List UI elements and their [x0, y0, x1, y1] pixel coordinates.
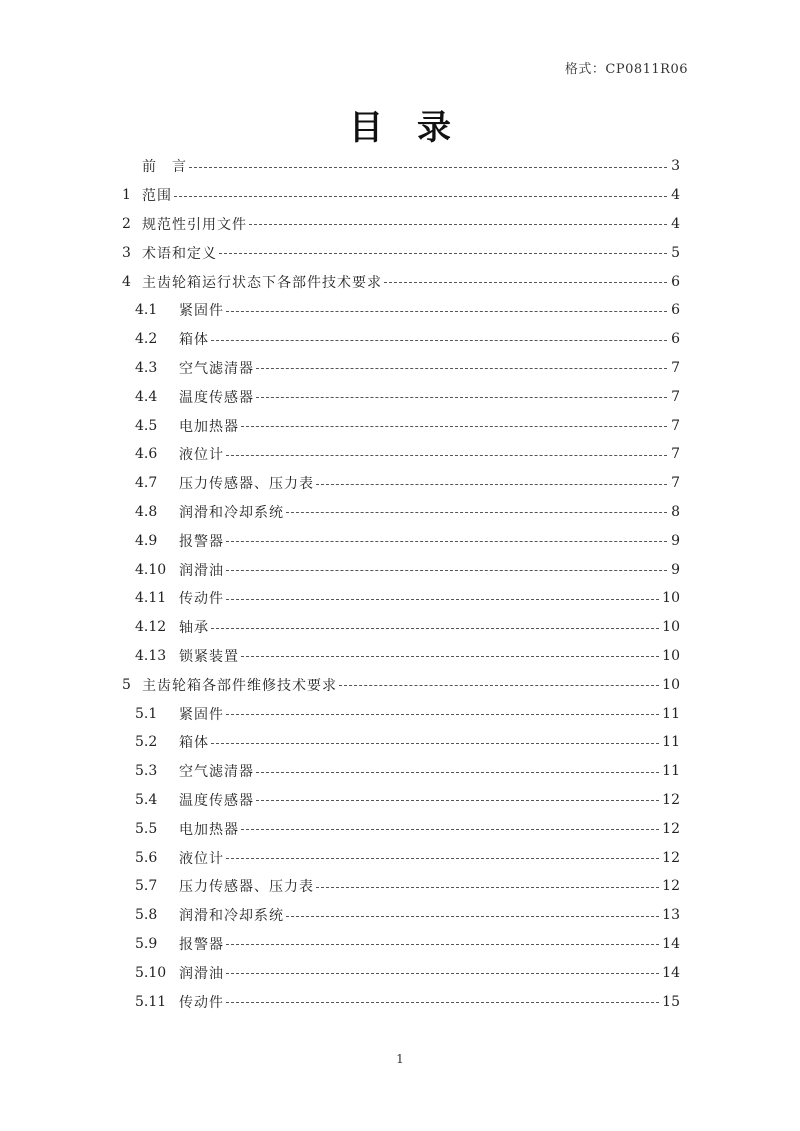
toc-entry-page: 6: [671, 331, 680, 348]
toc-entry[interactable]: [122, 786, 680, 815]
toc-entry-page: 8: [671, 503, 680, 520]
toc-leader-line: [339, 685, 659, 686]
toc-leader-line: [286, 916, 659, 917]
toc-entry-label: 报警器: [179, 936, 224, 953]
toc-entry-number: 4.9: [135, 532, 158, 549]
toc-entry-page: 7: [671, 417, 680, 434]
toc-entry-number: 4: [122, 273, 131, 290]
toc-entry-page: 12: [662, 878, 680, 895]
toc-entry-number: 5.5: [135, 820, 158, 837]
toc-leader-line: [226, 599, 659, 600]
toc-entry[interactable]: [122, 901, 680, 930]
toc-entry-label: 箱体: [179, 735, 209, 752]
toc-leader-line: [226, 858, 659, 859]
toc-entry-number: 4.13: [135, 647, 167, 664]
format-code: 格式：CP0811R06: [564, 62, 688, 77]
toc-entry-label: 报警器: [179, 533, 224, 550]
toc-entry-page: 7: [671, 475, 680, 492]
toc-leader-line: [316, 484, 667, 485]
toc-entry-page: 3: [671, 158, 680, 175]
toc-entry-label: 主齿轮箱运行状态下各部件技术要求: [142, 274, 382, 291]
toc-entry-number: 5.9: [135, 935, 158, 952]
toc-leader-line: [211, 743, 659, 744]
toc-leader-line: [174, 196, 667, 197]
toc-entry-page: 7: [671, 388, 680, 405]
toc-leader-line: [226, 311, 667, 312]
toc-entry-label: 箱体: [179, 332, 209, 349]
toc-entry[interactable]: [122, 411, 680, 440]
toc-entry-page: 11: [662, 705, 680, 722]
toc-entry-page: 10: [662, 590, 680, 607]
toc-entry-label: 术语和定义: [142, 245, 217, 262]
toc-leader-line: [226, 1002, 659, 1003]
toc-entry-label: 规范性引用文件: [142, 216, 247, 233]
page-title: 目录: [349, 108, 485, 148]
toc-entry-number: 1: [122, 187, 131, 204]
toc-leader-line: [256, 397, 667, 398]
toc-leader-line: [211, 340, 667, 341]
toc-entry[interactable]: [122, 555, 680, 584]
toc-entry-label: 润滑油: [179, 965, 224, 982]
toc-entry-page: 15: [662, 993, 680, 1010]
toc-entry-label: 液位计: [179, 850, 224, 867]
toc-entry[interactable]: [122, 584, 680, 613]
toc-entry-label: 空气滤清器: [179, 764, 254, 781]
toc-entry-label: 温度传感器: [179, 389, 254, 406]
toc-leader-line: [226, 973, 659, 974]
toc-entry[interactable]: [122, 987, 680, 1016]
toc-entry-label: 紧固件: [179, 706, 224, 723]
toc-leader-line: [226, 714, 659, 715]
toc-entry-page: 10: [662, 676, 680, 693]
toc-leader-line: [241, 829, 659, 830]
toc-leader-line: [226, 455, 667, 456]
toc-leader-line: [219, 253, 667, 254]
toc-entry-number: 5.4: [135, 791, 158, 808]
page-number: 1: [396, 1052, 404, 1066]
toc-entry-label: 范围: [142, 188, 172, 205]
toc-entry[interactable]: [122, 469, 680, 498]
toc-entry-page: 9: [671, 561, 680, 578]
toc-entry-page: 4: [671, 215, 680, 232]
toc-leader-line: [316, 887, 659, 888]
toc-entry-page: 7: [671, 446, 680, 463]
toc-entry-label: 轴承: [179, 620, 209, 637]
toc-leader-line: [211, 628, 659, 629]
toc-entry-label: 前 言: [142, 159, 187, 176]
toc-entry-page: 6: [671, 273, 680, 290]
toc-entry-number: 2: [122, 215, 131, 232]
toc-entry-page: 14: [662, 935, 680, 952]
toc-entry-page: 6: [671, 302, 680, 319]
toc-entry-number: 5.8: [135, 907, 158, 924]
toc-entry-label: 空气滤清器: [179, 360, 254, 377]
toc-leader-line: [226, 570, 667, 571]
toc-entry[interactable]: [122, 613, 680, 642]
toc-entry[interactable]: [122, 757, 680, 786]
toc-entry-number: 5.6: [135, 849, 158, 866]
toc-entry-page: 7: [671, 359, 680, 376]
toc-entry-number: 5.3: [135, 763, 158, 780]
toc-entry-label: 润滑和冷却系统: [179, 908, 284, 925]
toc-entry-number: 5.2: [135, 734, 158, 751]
toc-entry-number: 5: [122, 676, 131, 693]
toc-entry-number: 5.11: [135, 993, 167, 1010]
toc-leader-line: [189, 167, 667, 168]
toc-entry-number: 4.5: [135, 417, 158, 434]
toc-leader-line: [249, 224, 667, 225]
toc-entry[interactable]: [122, 354, 680, 383]
toc-entry[interactable]: [122, 814, 680, 843]
toc-entry-page: 13: [662, 907, 680, 924]
toc-entry-page: 11: [662, 763, 680, 780]
toc-entry-label: 压力传感器、压力表: [179, 879, 314, 896]
toc-entry-label: 主齿轮箱各部件维修技术要求: [142, 677, 337, 694]
toc-entry[interactable]: [122, 296, 680, 325]
toc-leader-line: [286, 512, 667, 513]
toc-entry-number: 4.6: [135, 446, 158, 463]
toc-entry[interactable]: [122, 440, 680, 469]
toc-entry[interactable]: [122, 699, 680, 728]
toc-entry-page: 12: [662, 849, 680, 866]
toc-entry-page: 4: [671, 187, 680, 204]
toc-entry-number: 4.4: [135, 388, 158, 405]
toc-entry-number: 5.10: [135, 964, 167, 981]
toc-entry[interactable]: [122, 642, 680, 671]
toc-entry-label: 锁紧装置: [179, 648, 239, 665]
toc-entry[interactable]: [122, 930, 680, 959]
toc-entry[interactable]: [122, 728, 680, 757]
toc-entry-page: 12: [662, 820, 680, 837]
toc-entry[interactable]: [122, 872, 680, 901]
toc-entry-page: 10: [662, 619, 680, 636]
toc-entry-label: 温度传感器: [179, 792, 254, 809]
table-of-contents: [122, 152, 680, 1016]
toc-leader-line: [384, 282, 667, 283]
toc-leader-line: [256, 368, 667, 369]
toc-entry[interactable]: [122, 152, 680, 181]
toc-leader-line: [226, 944, 659, 945]
toc-entry[interactable]: [122, 526, 680, 555]
toc-entry-number: 4.12: [135, 619, 167, 636]
toc-entry-label: 润滑油: [179, 562, 224, 579]
toc-entry-number: 4.10: [135, 561, 167, 578]
toc-leader-line: [256, 800, 659, 801]
toc-entry[interactable]: [122, 498, 680, 527]
toc-entry-label: 压力传感器、压力表: [179, 476, 314, 493]
toc-entry-number: 5.1: [135, 705, 158, 722]
toc-entry-page: 5: [671, 244, 680, 261]
toc-entry-label: 电加热器: [179, 418, 239, 435]
toc-leader-line: [241, 656, 659, 657]
toc-entry[interactable]: [122, 238, 680, 267]
toc-entry-label: 液位计: [179, 447, 224, 464]
toc-entry-number: 4.1: [135, 302, 158, 319]
toc-entry-label: 电加热器: [179, 821, 239, 838]
toc-entry[interactable]: [122, 958, 680, 987]
toc-entry-number: 4.2: [135, 331, 158, 348]
toc-leader-line: [241, 426, 667, 427]
toc-entry-number: 3: [122, 244, 131, 261]
toc-entry[interactable]: [122, 210, 680, 239]
toc-entry-label: 传动件: [179, 994, 224, 1011]
toc-entry-page: 11: [662, 734, 680, 751]
toc-entry-page: 14: [662, 964, 680, 981]
toc-entry-page: 12: [662, 791, 680, 808]
toc-entry-label: 紧固件: [179, 303, 224, 320]
toc-entry-number: 5.7: [135, 878, 158, 895]
toc-entry-number: 4.11: [135, 590, 167, 607]
toc-entry-number: 4.7: [135, 475, 158, 492]
toc-entry[interactable]: [122, 670, 680, 699]
toc-entry[interactable]: [122, 267, 680, 296]
toc-entry[interactable]: [122, 382, 680, 411]
toc-entry-page: 9: [671, 532, 680, 549]
toc-entry-label: 润滑和冷却系统: [179, 504, 284, 521]
toc-entry-number: 4.8: [135, 503, 158, 520]
toc-entry[interactable]: [122, 181, 680, 210]
toc-leader-line: [256, 772, 659, 773]
toc-entry[interactable]: [122, 843, 680, 872]
toc-entry[interactable]: [122, 325, 680, 354]
toc-entry-page: 10: [662, 647, 680, 664]
toc-leader-line: [226, 541, 667, 542]
toc-entry-label: 传动件: [179, 591, 224, 608]
toc-entry-number: 4.3: [135, 359, 158, 376]
